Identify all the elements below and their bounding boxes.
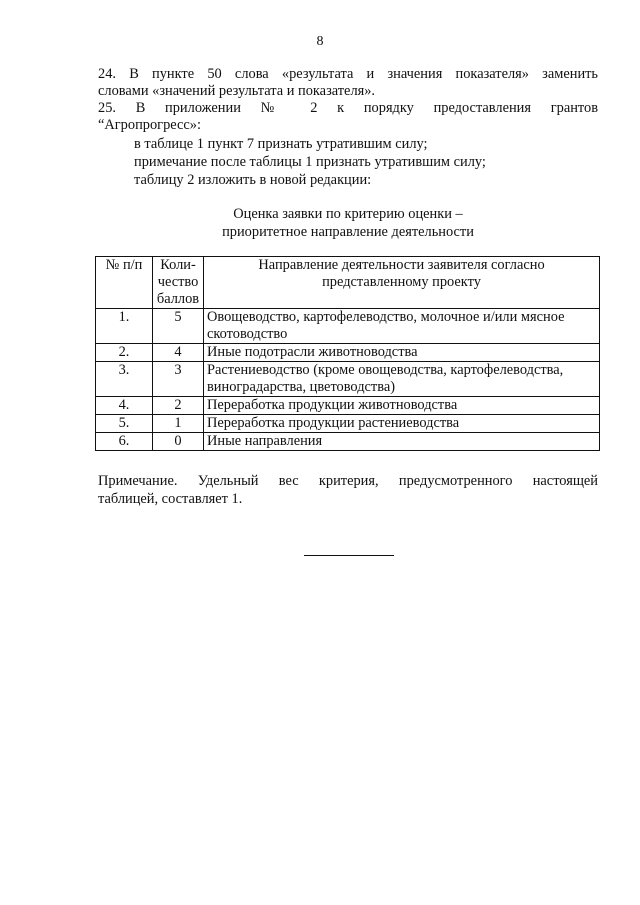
page-number: 8: [316, 34, 324, 49]
table-row: [96, 415, 600, 433]
row-score: 2: [153, 397, 204, 415]
header-number: № п/п: [96, 257, 153, 309]
item-25-sub-3: таблицу 2 изложить в новой редакции:: [134, 172, 372, 188]
criteria-table: [95, 256, 600, 451]
row-direction: Овощеводство, картофелеводство, молочное и/или мясное скотоводство: [204, 309, 600, 344]
row-number: 1.: [96, 309, 153, 344]
item-24-line-2: словами «значений результата и показателя».: [98, 83, 376, 99]
row-score: 1: [153, 415, 204, 433]
row-direction: Иные подотрасли животноводства: [204, 344, 600, 362]
row-direction: Растениеводство (кроме овощеводства, картофелеводства, виноградарства, цветоводства): [204, 362, 600, 397]
row-number: 5.: [96, 415, 153, 433]
item-25-sub-1: в таблице 1 пункт 7 признать утратившим силу;: [134, 136, 428, 152]
note-line-1: Примечание. Удельный вес критерия, предусмотренного настоящей: [98, 473, 598, 489]
row-number: 4.: [96, 397, 153, 415]
row-number: 3.: [96, 362, 153, 397]
table-row: [96, 309, 600, 344]
row-direction: Переработка продукции растениеводства: [204, 415, 600, 433]
table-title-line-2: приоритетное направление деятельности: [222, 224, 474, 240]
row-number: 2.: [96, 344, 153, 362]
item-25-line-2: “Агропрогресс»:: [98, 117, 201, 133]
item-24-line-1: 24. В пункте 50 слова «результата и значения показателя» заменить: [98, 66, 598, 82]
row-direction: Иные направления: [204, 433, 600, 451]
note-line-2: таблицей, составляет 1.: [98, 491, 243, 507]
header-score: Коли-чество баллов: [153, 257, 204, 309]
table-row: [96, 397, 600, 415]
table-row: [96, 362, 600, 397]
row-number: 6.: [96, 433, 153, 451]
item-25-sub-2: примечание после таблицы 1 признать утратившим силу;: [134, 154, 486, 170]
row-score: 3: [153, 362, 204, 397]
table-row: [96, 344, 600, 362]
header-direction: Направление деятельности заявителя согласно представленному проекту: [204, 257, 600, 309]
row-direction: Переработка продукции животноводства: [204, 397, 600, 415]
table-row: [96, 433, 600, 451]
table-title-line-1: Оценка заявки по критерию оценки –: [233, 206, 463, 222]
row-score: 4: [153, 344, 204, 362]
row-score: 5: [153, 309, 204, 344]
closing-rule: [304, 555, 394, 556]
item-25-line-1: 25. В приложении № 2 к порядку предоставления грантов: [98, 100, 598, 116]
table-header-row: [96, 257, 600, 309]
row-score: 0: [153, 433, 204, 451]
